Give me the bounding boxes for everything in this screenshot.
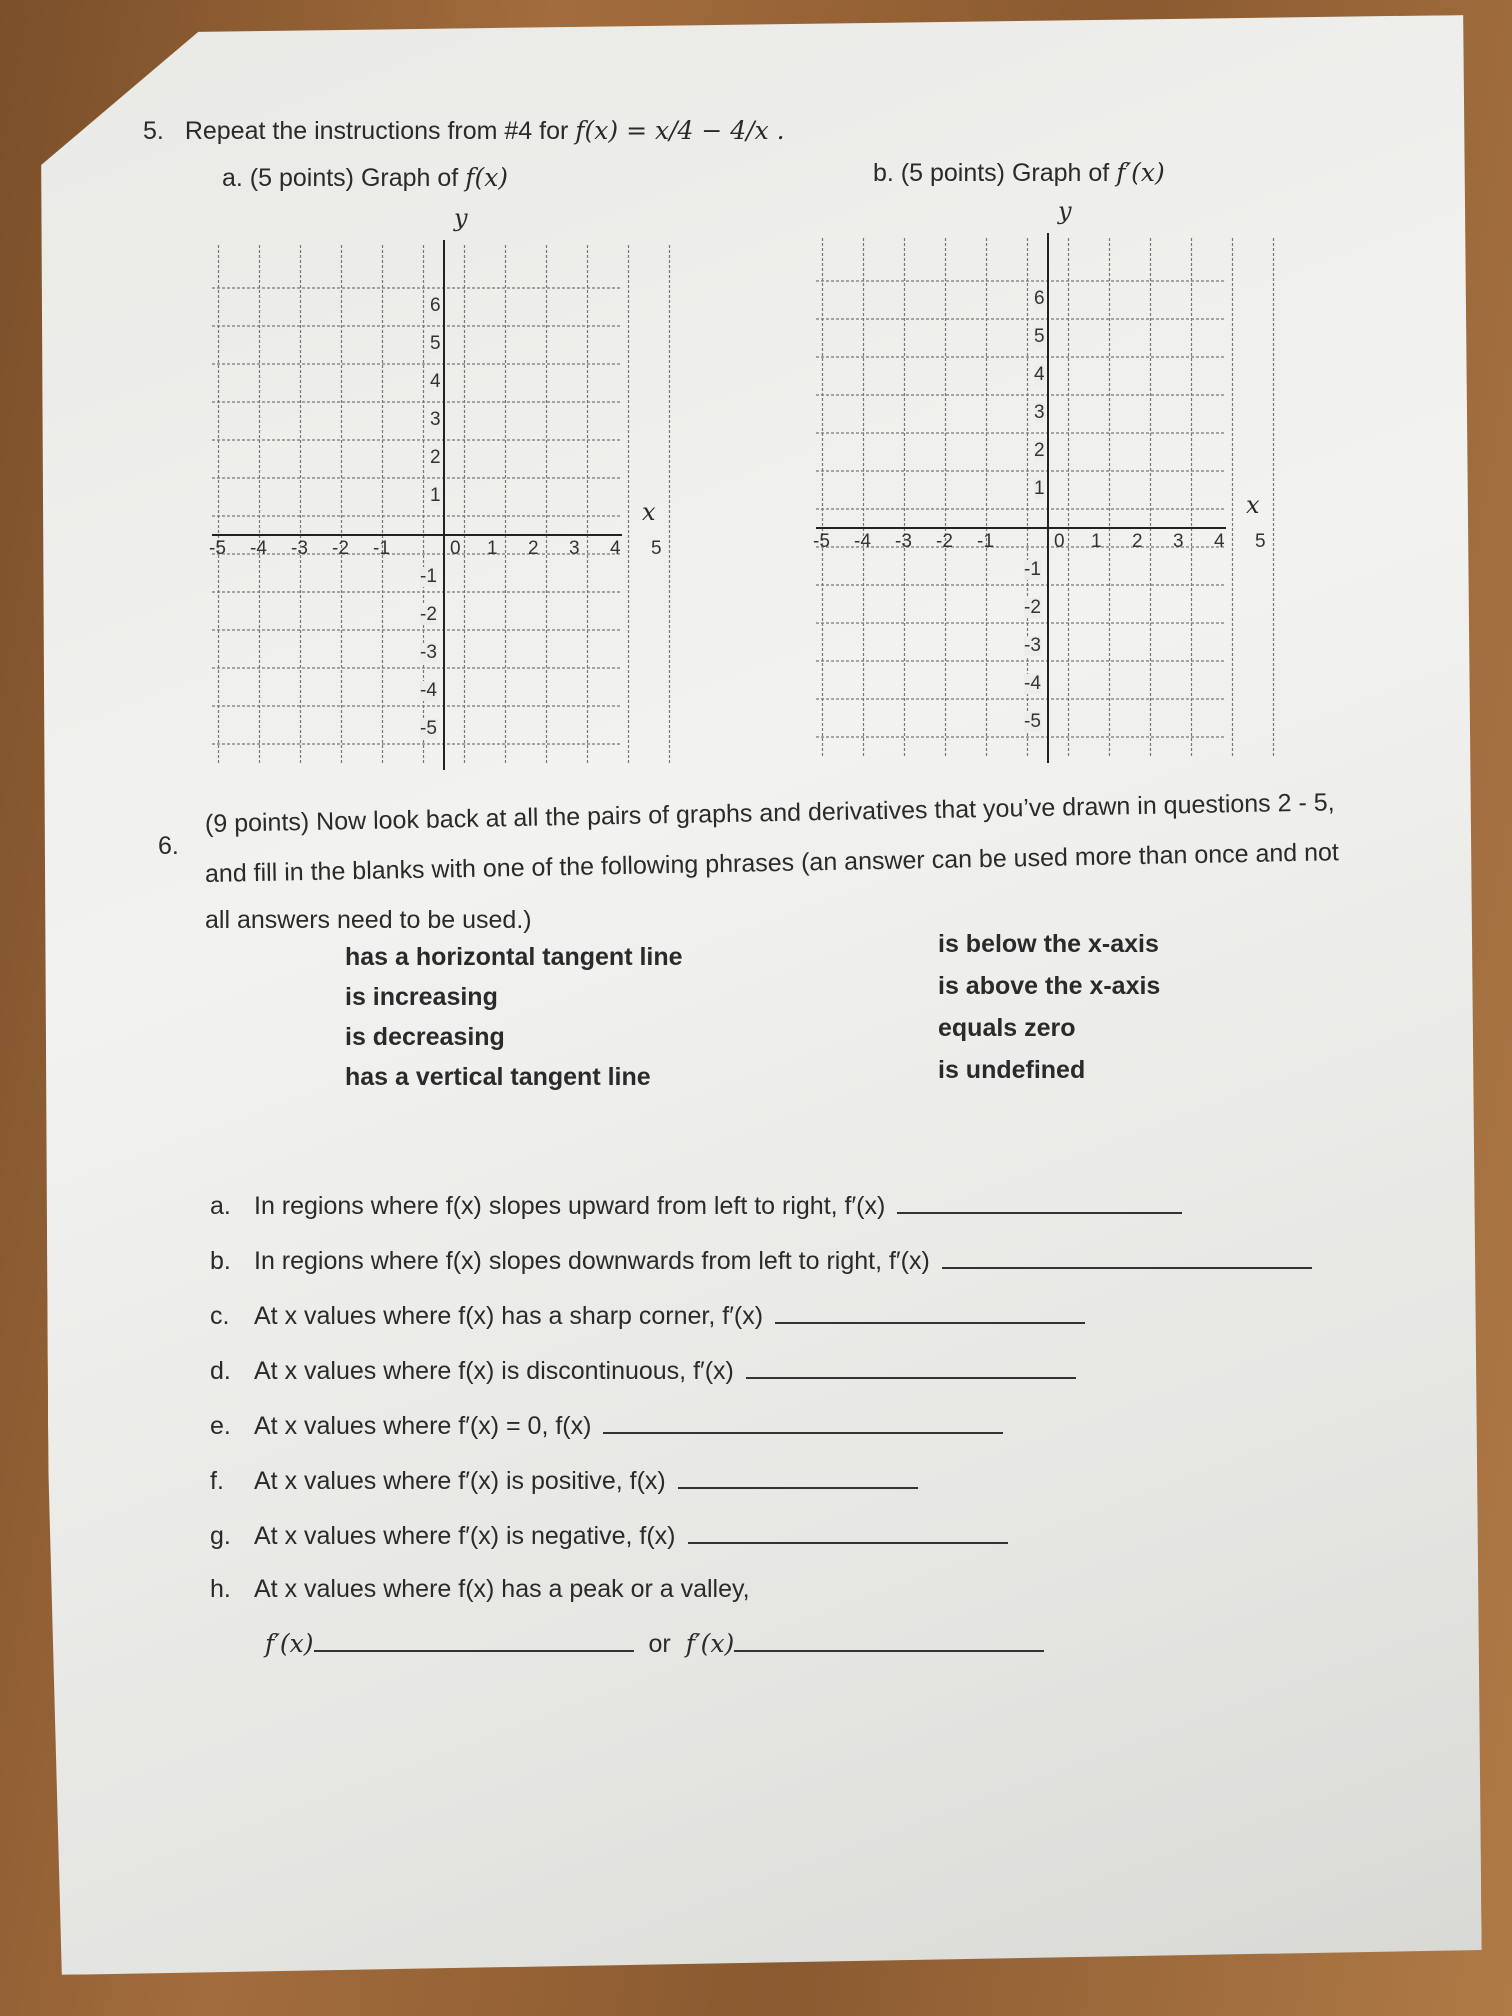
item-text: At x values where f′(x) = 0, f(x) — [254, 1412, 592, 1440]
phrase-option: is undefined — [938, 1056, 1086, 1084]
item-letter: a. — [210, 1192, 231, 1220]
phrase-option: is decreasing — [345, 1023, 505, 1051]
y-tick-label: -4 — [1024, 673, 1041, 694]
item-text: At x values where f(x) has a peak or a valley, — [254, 1575, 750, 1603]
part-b-function: f′(x) — [1116, 158, 1165, 187]
h-fprime-1: f′(x) — [265, 1629, 314, 1658]
x-tick-label: -2 — [332, 538, 349, 559]
fill-in-item — [210, 1190, 1182, 1221]
graph-f-prime[interactable] — [813, 197, 1286, 768]
y-tick-label: -1 — [1024, 559, 1041, 580]
y-tick-label: -2 — [1024, 597, 1041, 618]
y-tick-label: 2 — [430, 447, 441, 468]
item-text: In regions where f(x) slopes upward from left to right, f′(x) — [254, 1192, 886, 1220]
x-tick-label: 0 — [450, 538, 461, 559]
x-tick-label: 2 — [1132, 531, 1143, 552]
y-tick-label: 4 — [1034, 364, 1045, 385]
y-tick-label: 1 — [1034, 478, 1045, 499]
item-letter: d. — [210, 1357, 231, 1385]
y-tick-label: 1 — [430, 485, 441, 506]
fill-in-item — [210, 1410, 1003, 1441]
fill-in-item — [210, 1575, 750, 1604]
question-5 — [143, 116, 785, 146]
x-tick-label: 4 — [1214, 531, 1225, 552]
item-letter: c. — [210, 1302, 230, 1330]
y-tick-label: -3 — [420, 642, 437, 663]
y-tick-label: 5 — [1034, 326, 1045, 347]
answer-blank[interactable] — [897, 1190, 1182, 1214]
question-6-number: 6. — [158, 832, 179, 860]
item-text: In regions where f(x) slopes downwards from left to right, f′(x) — [254, 1247, 930, 1275]
item-letter: b. — [210, 1247, 231, 1275]
part-a-text: a. (5 points) Graph of — [222, 164, 459, 192]
function-expression: f(x) = x/4 − 4/x . — [575, 116, 785, 145]
x-tick-label: 0 — [1054, 531, 1065, 552]
x-tick-label: 5 — [1255, 531, 1266, 552]
x-axis-label: x — [642, 498, 656, 526]
x-tick-label: 1 — [1091, 531, 1102, 552]
answer-blank[interactable] — [603, 1410, 1003, 1434]
h-or: or — [648, 1630, 671, 1658]
item-text: At x values where f(x) has a sharp corner, f′(x) — [254, 1302, 764, 1330]
x-tick-label: -5 — [813, 531, 830, 552]
x-tick-label: 2 — [528, 538, 539, 559]
answer-blank[interactable] — [688, 1520, 1008, 1544]
y-tick-label: 6 — [1034, 288, 1045, 309]
item-letter: e. — [210, 1412, 231, 1440]
x-tick-label: 3 — [1173, 531, 1184, 552]
y-tick-label: 3 — [430, 409, 441, 430]
x-tick-label: -3 — [895, 531, 912, 552]
graph-f[interactable] — [209, 204, 682, 775]
x-tick-label: 4 — [610, 538, 621, 559]
part-a-label — [222, 163, 508, 193]
item-text: At x values where f(x) is discontinuous, f′(x) — [254, 1357, 734, 1385]
fill-in-item — [210, 1355, 1076, 1386]
item-h-answers — [265, 1628, 1044, 1659]
phrase-option: is above the x-axis — [938, 972, 1161, 1000]
question-text: Repeat the instructions from #4 for — [184, 117, 569, 145]
y-tick-label: -5 — [1024, 711, 1041, 732]
y-tick-label: -5 — [420, 718, 437, 739]
item-letter: f. — [210, 1467, 224, 1495]
x-tick-label: -2 — [936, 531, 953, 552]
phrase-option: is below the x-axis — [938, 930, 1159, 958]
answer-blank[interactable] — [746, 1355, 1076, 1379]
y-tick-label: 2 — [1034, 440, 1045, 461]
x-tick-label: -4 — [854, 531, 871, 552]
x-tick-label: -3 — [291, 538, 308, 559]
phrase-option: is increasing — [345, 983, 498, 1011]
grid — [212, 235, 682, 775]
y-tick-label: 6 — [430, 295, 441, 316]
answer-blank[interactable] — [678, 1465, 918, 1489]
part-a-function: f(x) — [465, 163, 509, 192]
x-tick-label: -1 — [373, 538, 390, 559]
phrase-option: has a horizontal tangent line — [345, 943, 683, 971]
item-text: At x values where f′(x) is negative, f(x) — [254, 1522, 676, 1550]
x-axis-label: x — [1246, 491, 1260, 519]
x-tick-label: -5 — [209, 538, 226, 559]
item-text: At x values where f′(x) is positive, f(x) — [254, 1467, 666, 1495]
y-tick-label: 3 — [1034, 402, 1045, 423]
y-axis-label: y — [454, 204, 468, 232]
phrase-option: equals zero — [938, 1014, 1076, 1042]
y-tick-label: -3 — [1024, 635, 1041, 656]
h-fprime-2: f′(x) — [685, 1629, 735, 1658]
question-6-line-3: all answers need to be used.) — [205, 906, 532, 934]
phrase-option: has a vertical tangent line — [345, 1063, 651, 1091]
x-tick-label: 3 — [569, 538, 580, 559]
question-number: 5. — [143, 117, 164, 145]
item-letter: g. — [210, 1522, 231, 1550]
grid — [816, 228, 1286, 768]
y-tick-label: -1 — [420, 566, 437, 587]
answer-blank-h1[interactable] — [314, 1628, 634, 1652]
item-letter: h. — [210, 1575, 231, 1603]
x-tick-label: -1 — [977, 531, 994, 552]
y-tick-label: 4 — [430, 371, 441, 392]
answer-blank-h2[interactable] — [734, 1628, 1044, 1652]
answer-blank[interactable] — [942, 1245, 1312, 1269]
x-tick-label: -4 — [250, 538, 267, 559]
fill-in-item — [210, 1465, 918, 1496]
x-tick-label: 1 — [487, 538, 498, 559]
y-tick-label: -2 — [420, 604, 437, 625]
part-b-label — [873, 158, 1165, 188]
fill-in-item — [210, 1300, 1085, 1331]
part-b-text: b. (5 points) Graph of — [873, 159, 1110, 187]
y-tick-label: -4 — [420, 680, 437, 701]
answer-blank[interactable] — [775, 1300, 1085, 1324]
fill-in-item — [210, 1245, 1312, 1276]
y-axis-label: y — [1058, 197, 1072, 225]
x-tick-label: 5 — [651, 538, 662, 559]
fill-in-item — [210, 1520, 1008, 1551]
question-6-line-1: (9 points) Now look back at all the pairs of graphs and derivatives that you’ve drawn in questions 2 - 5, — [204, 788, 1335, 838]
question-6-line-2: and fill in the blanks with one of the following phrases (an answer can be used more than once and not — [204, 838, 1340, 888]
y-tick-label: 5 — [430, 333, 441, 354]
